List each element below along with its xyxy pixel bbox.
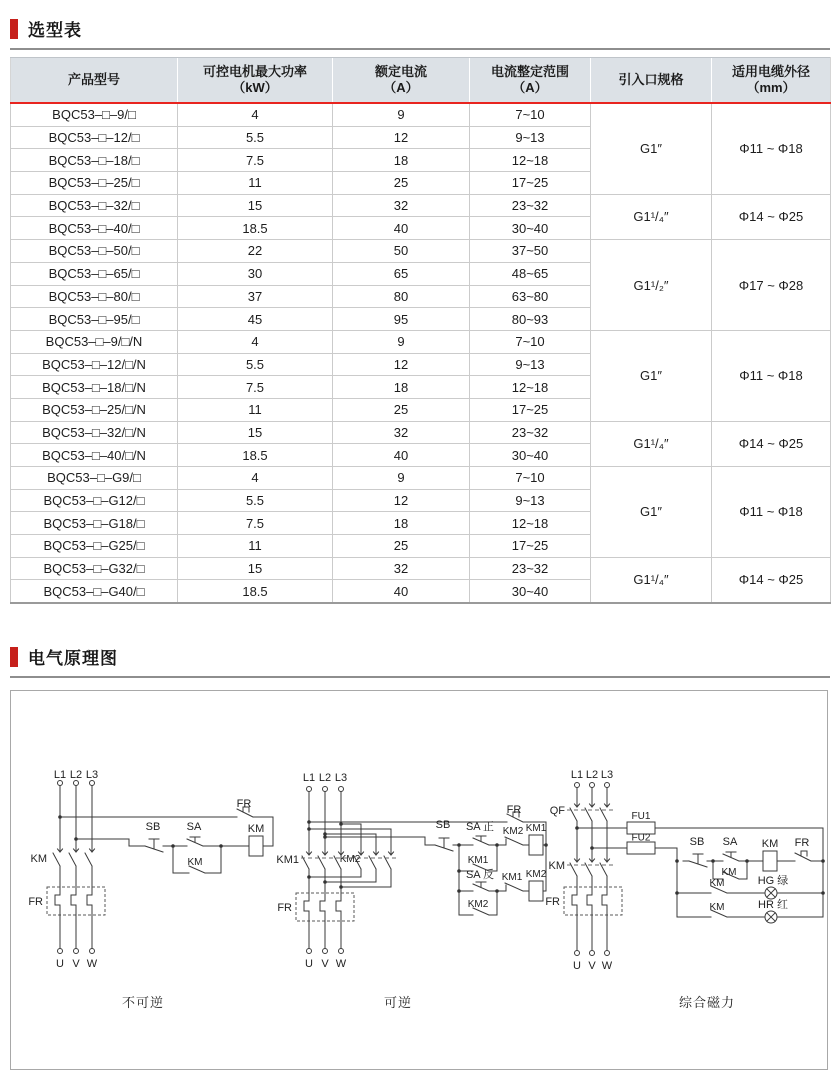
schematic-panel [10, 690, 828, 1070]
header-line1: 适用电缆外径 [731, 63, 810, 79]
header-line2: （mm） [746, 80, 796, 95]
inlet-spec-cell: G1¹/₄″ [591, 421, 712, 466]
max-power-cell: 11 [178, 535, 333, 558]
cable-od-cell: Φ11 ~ Φ18 [712, 467, 831, 558]
phase-label: L2 [69, 769, 83, 781]
setting-range-cell: 12~18 [470, 512, 591, 535]
lamp-contact-label: KM [709, 878, 725, 889]
section-title-selection [10, 16, 830, 50]
rated-current-cell: 9 [333, 467, 470, 490]
motor-terminal-label: U [573, 960, 581, 972]
setting-range-cell: 12~18 [470, 149, 591, 172]
setting-range-cell: 23~32 [470, 557, 591, 580]
model-cell: BQC53–□–18/□/N [11, 376, 178, 399]
phase-label: L3 [600, 769, 614, 781]
model-cell: BQC53–□–12/□ [11, 126, 178, 149]
fr-contact-label: FR [794, 837, 810, 849]
rated-current-cell: 32 [333, 557, 470, 580]
motor-terminal-label: W [601, 960, 613, 972]
cable-od-cell: Φ11 ~ Φ18 [712, 330, 831, 421]
phase-label: L2 [318, 772, 332, 784]
max-power-cell: 5.5 [178, 353, 333, 376]
max-power-cell: 4 [178, 467, 333, 490]
rated-current-cell: 25 [333, 398, 470, 421]
circuit-non-reversible [28, 769, 273, 1010]
thermal-relay-label: FR [277, 902, 292, 914]
header-line1: 额定电流 [374, 63, 427, 79]
max-power-cell: 18.5 [178, 580, 333, 603]
table-row [11, 467, 831, 490]
max-power-cell: 18.5 [178, 217, 333, 240]
setting-range-cell: 30~40 [470, 217, 591, 240]
setting-range-cell: 63~80 [470, 285, 591, 308]
section-title-text: 电气原理图 [28, 649, 118, 668]
setting-range-cell: 7~10 [470, 103, 591, 126]
model-cell: BQC53–□–G25/□ [11, 535, 178, 558]
setting-range-cell: 9~13 [470, 353, 591, 376]
motor-terminal-label: W [335, 958, 347, 970]
cable-od-cell: Φ11 ~ Φ18 [712, 103, 831, 194]
model-cell: BQC53–□–32/□/N [11, 421, 178, 444]
motor-terminal-label: U [305, 958, 313, 970]
max-power-cell: 7.5 [178, 376, 333, 399]
table-row [11, 330, 831, 353]
phase-label: L3 [85, 769, 99, 781]
model-cell: BQC53–□–40/□ [11, 217, 178, 240]
inlet-spec-cell: G1¹/₂″ [591, 240, 712, 331]
model-cell: BQC53–□–G40/□ [11, 580, 178, 603]
col-header-inlet-spec [591, 58, 712, 104]
coil-label: KM1 [525, 823, 547, 834]
model-cell: BQC53–□–65/□ [11, 262, 178, 285]
start-rev-label: SA 反 [465, 869, 495, 881]
fr-contact-label: FR [236, 798, 252, 810]
rated-current-cell: 50 [333, 240, 470, 263]
aux-contact-label: KM [187, 857, 203, 868]
fuse-label: FU2 [631, 832, 651, 844]
model-cell: BQC53–□–G9/□ [11, 467, 178, 490]
selection-table [10, 57, 831, 604]
phase-label: L1 [570, 769, 584, 781]
phase-label: L2 [585, 769, 599, 781]
model-cell: BQC53–□–G12/□ [11, 489, 178, 512]
contactor-label: KM [30, 853, 47, 865]
rated-current-cell: 18 [333, 376, 470, 399]
max-power-cell: 15 [178, 421, 333, 444]
fuse-label: FU1 [631, 811, 651, 822]
max-power-cell: 7.5 [178, 149, 333, 172]
aux-contact-label: KM2 [467, 899, 489, 910]
inlet-spec-cell: G1¹/₄″ [591, 194, 712, 239]
setting-range-cell: 17~25 [470, 398, 591, 421]
red-lamp-label: HR 红 [758, 899, 788, 911]
setting-range-cell: 37~50 [470, 240, 591, 263]
section-title-schematic [10, 644, 830, 678]
rated-current-cell: 95 [333, 308, 470, 331]
model-cell: BQC53–□–95/□ [11, 308, 178, 331]
thermal-relay-label: FR [545, 896, 560, 908]
max-power-cell: 5.5 [178, 126, 333, 149]
col-header-max-power [178, 58, 333, 104]
max-power-cell: 4 [178, 330, 333, 353]
interlock-label: KM2 [502, 826, 524, 837]
model-cell: BQC53–□–18/□ [11, 149, 178, 172]
header-line1: 产品型号 [67, 71, 120, 87]
cable-od-cell: Φ17 ~ Φ28 [712, 240, 831, 331]
model-cell: BQC53–□–G32/□ [11, 557, 178, 580]
start-button-label: SA [722, 836, 738, 848]
col-header-cable-od [712, 58, 831, 104]
model-cell: BQC53–□–40/□/N [11, 444, 178, 467]
rated-current-cell: 65 [333, 262, 470, 285]
rated-current-cell: 40 [333, 217, 470, 240]
start-fwd-label: SA 正 [465, 821, 495, 833]
header-line2: （A） [512, 80, 548, 95]
red-accent-bar [10, 19, 18, 39]
table-row [11, 557, 831, 580]
header-row [11, 58, 831, 104]
max-power-cell: 18.5 [178, 444, 333, 467]
contactor-label: KM1 [276, 854, 299, 866]
stop-button-label: SB [145, 821, 161, 833]
max-power-cell: 22 [178, 240, 333, 263]
rated-current-cell: 80 [333, 285, 470, 308]
setting-range-cell: 23~32 [470, 194, 591, 217]
cable-od-cell: Φ14 ~ Φ25 [712, 421, 831, 466]
rated-current-cell: 40 [333, 444, 470, 467]
coil-label: KM [247, 823, 265, 835]
setting-range-cell: 9~13 [470, 126, 591, 149]
setting-range-cell: 80~93 [470, 308, 591, 331]
setting-range-cell: 7~10 [470, 467, 591, 490]
rated-current-cell: 9 [333, 103, 470, 126]
rated-current-cell: 25 [333, 172, 470, 195]
start-button-label: SA [186, 821, 202, 833]
rated-current-cell: 12 [333, 353, 470, 376]
rated-current-cell: 9 [333, 330, 470, 353]
max-power-cell: 37 [178, 285, 333, 308]
max-power-cell: 15 [178, 194, 333, 217]
max-power-cell: 30 [178, 262, 333, 285]
motor-terminal-label: V [321, 958, 329, 970]
coil-label: KM2 [525, 869, 547, 880]
setting-range-cell: 17~25 [470, 172, 591, 195]
phase-label: L1 [302, 772, 316, 784]
max-power-cell: 4 [178, 103, 333, 126]
red-accent-bar [10, 647, 18, 667]
rated-current-cell: 25 [333, 535, 470, 558]
header-line2: （kW） [232, 80, 278, 95]
rated-current-cell: 32 [333, 421, 470, 444]
circuit-caption: 可逆 [383, 995, 413, 1010]
aux-contact-label: KM [721, 867, 737, 878]
model-cell: BQC53–□–32/□ [11, 194, 178, 217]
model-cell: BQC53–□–G18/□ [11, 512, 178, 535]
schematic-svg [11, 691, 827, 1069]
circuit-combined-magnetic [545, 769, 824, 1010]
interlock-label: KM1 [501, 872, 523, 883]
header-line1: 电流整定范围 [490, 63, 569, 79]
max-power-cell: 15 [178, 557, 333, 580]
cable-od-cell: Φ14 ~ Φ25 [712, 557, 831, 603]
inlet-spec-cell: G1″ [591, 467, 712, 558]
inlet-spec-cell: G1″ [591, 103, 712, 194]
breaker-label: QF [549, 805, 565, 817]
motor-terminal-label: V [72, 958, 80, 970]
rated-current-cell: 18 [333, 149, 470, 172]
setting-range-cell: 9~13 [470, 489, 591, 512]
rated-current-cell: 40 [333, 580, 470, 603]
header-line2: （A） [383, 80, 419, 95]
setting-range-cell: 48~65 [470, 262, 591, 285]
section-title-text: 选型表 [28, 21, 82, 40]
rated-current-cell: 12 [333, 489, 470, 512]
header-line1: 可控电机最大功率 [202, 63, 307, 79]
table-row [11, 194, 831, 217]
stop-button-label: SB [435, 819, 451, 831]
table-row [11, 103, 831, 126]
col-header-model [11, 58, 178, 104]
fr-contact-label: FR [506, 804, 522, 816]
motor-terminal-label: V [588, 960, 596, 972]
circuit-caption: 不可逆 [121, 995, 165, 1010]
contactor-label: KM2 [339, 854, 361, 865]
aux-contact-label: KM1 [467, 855, 489, 866]
col-header-rated-current [333, 58, 470, 104]
phase-label: L1 [53, 769, 67, 781]
contactor-label: KM [548, 860, 565, 872]
model-cell: BQC53–□–25/□ [11, 172, 178, 195]
setting-range-cell: 30~40 [470, 444, 591, 467]
cable-od-cell: Φ14 ~ Φ25 [712, 194, 831, 239]
rated-current-cell: 12 [333, 126, 470, 149]
model-cell: BQC53–□–9/□/N [11, 330, 178, 353]
motor-terminal-label: W [86, 958, 98, 970]
model-cell: BQC53–□–80/□ [11, 285, 178, 308]
setting-range-cell: 7~10 [470, 330, 591, 353]
green-lamp-label: HG 绿 [757, 875, 789, 887]
circuit-caption: 综合磁力 [678, 995, 736, 1010]
model-cell: BQC53–□–50/□ [11, 240, 178, 263]
setting-range-cell: 23~32 [470, 421, 591, 444]
setting-range-cell: 30~40 [470, 580, 591, 603]
inlet-spec-cell: G1¹/₄″ [591, 557, 712, 603]
rated-current-cell: 32 [333, 194, 470, 217]
rated-current-cell: 18 [333, 512, 470, 535]
max-power-cell: 45 [178, 308, 333, 331]
circuit-reversible [276, 772, 547, 1010]
setting-range-cell: 17~25 [470, 535, 591, 558]
col-header-setting-range [470, 58, 591, 104]
lamp-contact-label: KM [709, 902, 725, 913]
model-cell: BQC53–□–25/□/N [11, 398, 178, 421]
model-cell: BQC53–□–12/□/N [11, 353, 178, 376]
coil-label: KM [761, 838, 779, 850]
phase-label: L3 [334, 772, 348, 784]
motor-terminal-label: U [56, 958, 64, 970]
setting-range-cell: 12~18 [470, 376, 591, 399]
model-cell: BQC53–□–9/□ [11, 103, 178, 126]
max-power-cell: 7.5 [178, 512, 333, 535]
max-power-cell: 5.5 [178, 489, 333, 512]
header-line1: 引入口规格 [618, 71, 684, 87]
max-power-cell: 11 [178, 398, 333, 421]
inlet-spec-cell: G1″ [591, 330, 712, 421]
max-power-cell: 11 [178, 172, 333, 195]
table-row [11, 421, 831, 444]
thermal-relay-label: FR [28, 896, 43, 908]
stop-button-label: SB [689, 836, 705, 848]
table-row [11, 240, 831, 263]
